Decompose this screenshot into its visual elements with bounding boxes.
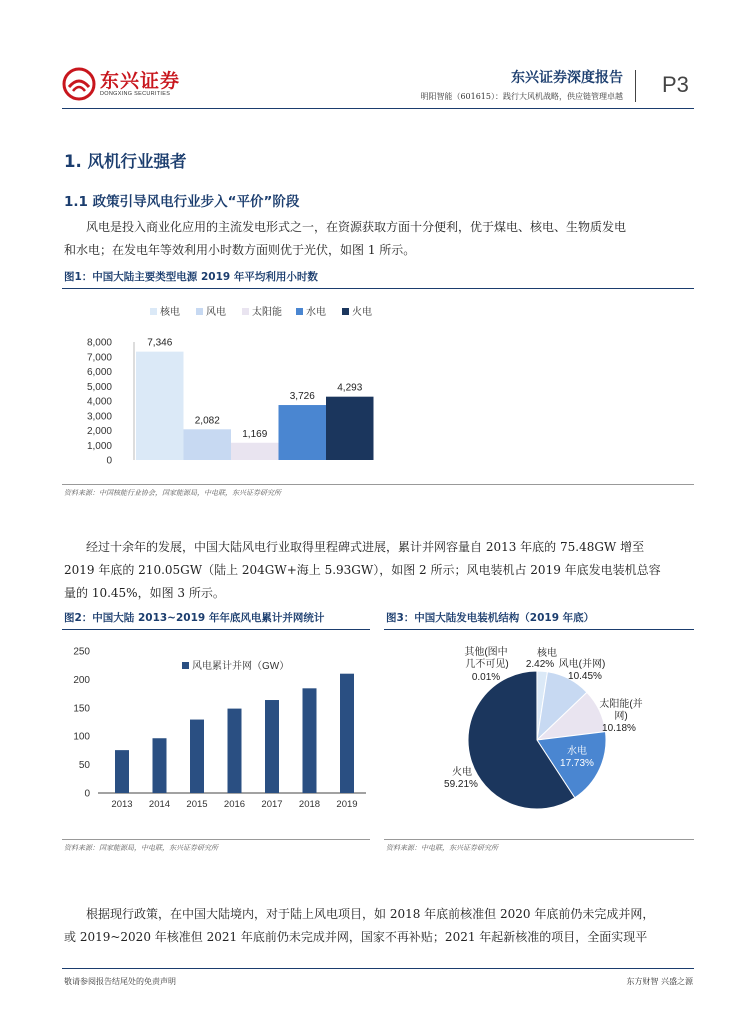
y-tick-label: 0 bbox=[84, 788, 90, 800]
paragraph-3 bbox=[64, 903, 692, 949]
paragraph-line: 2019 年底的 210.05GW（陆上 204GW+海上 5.93GW），如图 2 所示；风电装机占 2019 年底发电装机总容 bbox=[64, 563, 661, 577]
legend-label: 风电累计并网（GW） bbox=[192, 661, 290, 672]
legend-swatch bbox=[342, 308, 349, 315]
bar-2015 bbox=[190, 720, 204, 793]
x-tick-label: 2014 bbox=[148, 799, 171, 810]
figure-1-source: 资料来源：中国核能行业协会，国家能源局，中电联，东兴证券研究所 bbox=[64, 489, 281, 497]
paragraph-line: 和水电；在发电年等效利用小时数方面则优于光伏，如图 1 所示。 bbox=[64, 243, 416, 257]
legend-label: 水电 bbox=[306, 307, 326, 318]
y-tick-label: 250 bbox=[73, 646, 90, 658]
y-tick-label: 100 bbox=[73, 731, 90, 743]
figure-1-caption-rule bbox=[62, 288, 694, 289]
x-tick-label: 2017 bbox=[261, 799, 283, 810]
figure-2-caption-rule bbox=[62, 629, 370, 630]
slice-label-value: 10.18% bbox=[602, 723, 636, 734]
y-tick-label: 6,000 bbox=[86, 367, 112, 378]
y-tick-label: 200 bbox=[73, 674, 90, 686]
legend-swatch bbox=[196, 308, 203, 315]
figure-3-caption-rule bbox=[384, 629, 694, 630]
bar-2019 bbox=[340, 674, 354, 793]
paragraph-line: 风电是投入商业化应用的主流发电形式之一，在资源获取方面十分便利，优于煤电、核电、生物质发电 bbox=[86, 220, 627, 234]
bar-2016 bbox=[228, 709, 242, 793]
figure-2-source-rule bbox=[62, 839, 370, 840]
footer-slogan: 东方财智 兴盛之源 bbox=[626, 977, 693, 986]
subsection-heading: 1.1 政策引导风电行业步入“平价”阶段 bbox=[64, 194, 300, 210]
slice-label-value: 17.73% bbox=[560, 758, 594, 769]
figure-1-chart bbox=[62, 292, 694, 482]
paragraph-line: 根据现行政策，在中国大陆境内，对于陆上风电项目，如 2018 年底前核准但 2020 年底前仍未完成并网， bbox=[86, 907, 655, 921]
legend-swatch bbox=[296, 308, 303, 315]
data-label: 1,169 bbox=[242, 428, 268, 440]
figure-2-chart bbox=[62, 634, 370, 834]
data-label: 2,082 bbox=[194, 415, 220, 427]
y-tick-label: 8,000 bbox=[86, 337, 112, 349]
paragraph-line: 或 2019~2020 年核准但 2021 年底前仍未完成并网，国家不再补贴；2021 年起新核准的项目，全面实现平 bbox=[64, 930, 648, 944]
figure-1-caption: 图1：中国大陆主要类型电源 2019 年平均利用小时数 bbox=[64, 271, 318, 283]
legend-label: 太阳能 bbox=[252, 307, 282, 318]
y-tick-label: 150 bbox=[73, 703, 90, 715]
figure-1-source-rule bbox=[62, 484, 694, 485]
legend-swatch bbox=[150, 308, 157, 315]
slice-label-name: 几不可见) bbox=[465, 659, 509, 670]
figure-3-source: 资料来源：中电联，东兴证券研究所 bbox=[386, 844, 498, 852]
bar-2017 bbox=[265, 700, 279, 793]
paragraph-2 bbox=[64, 536, 692, 605]
paragraph-line: 经过十余年的发展，中国大陆风电行业取得里程碑式进展，累计并网容量自 2013 年底的 75.48GW 增至 bbox=[86, 540, 645, 554]
paragraph-line: 量的 10.45%，如图 3 所示。 bbox=[64, 586, 225, 600]
data-label: 3,726 bbox=[289, 391, 315, 403]
bar-2018 bbox=[303, 688, 317, 793]
slice-label-name: 太阳能(并 bbox=[599, 699, 643, 710]
figure-2-source: 资料来源：国家能源局，中电联，东兴证券研究所 bbox=[64, 844, 218, 852]
slice-label-name: 风电(并网) bbox=[558, 659, 606, 670]
header-rule bbox=[62, 108, 694, 109]
legend-swatch bbox=[182, 662, 189, 669]
y-tick-label: 5,000 bbox=[86, 381, 112, 393]
slice-label-value: 10.45% bbox=[568, 671, 602, 682]
y-tick-label: 7,000 bbox=[86, 352, 112, 364]
slice-label-name: 其他(图中 bbox=[464, 647, 508, 658]
footer-rule bbox=[62, 968, 694, 969]
logo-text: 东兴证券 bbox=[100, 70, 181, 92]
figure-3-caption: 图3：中国大陆发电装机结构（2019 年底） bbox=[386, 612, 595, 624]
legend-swatch bbox=[242, 308, 249, 315]
slice-label-value: 0.01% bbox=[471, 672, 501, 683]
figure-3-chart bbox=[384, 634, 694, 834]
section-heading: 1. 风机行业强者 bbox=[64, 152, 187, 171]
bar-2014 bbox=[153, 738, 167, 793]
figure-2-caption: 图2：中国大陆 2013~2019 年年底风电累计并网统计 bbox=[64, 612, 325, 624]
logo-emblem-icon bbox=[62, 67, 96, 101]
legend-label: 风电 bbox=[206, 307, 226, 318]
x-tick-label: 2019 bbox=[336, 799, 358, 810]
y-tick-label: 50 bbox=[78, 760, 90, 772]
footer-disclaimer: 敬请参阅报告结尾处的免责声明 bbox=[64, 977, 176, 986]
y-tick-label: 2,000 bbox=[86, 426, 112, 437]
legend-label: 核电 bbox=[160, 307, 180, 318]
report-subtitle: 明阳智能（601615）：践行大风机战略，供应链管理卓越 bbox=[420, 92, 623, 101]
slice-label-value: 59.21% bbox=[444, 779, 478, 790]
report-title: 东兴证券深度报告 bbox=[511, 70, 623, 86]
logo-subtext: DONGXING SECURITIES bbox=[100, 91, 171, 97]
legend-label: 火电 bbox=[352, 307, 372, 318]
y-tick-label: 0 bbox=[106, 455, 112, 467]
data-label: 7,346 bbox=[147, 337, 173, 349]
slice-label-value: 2.42% bbox=[525, 659, 555, 670]
y-tick-label: 3,000 bbox=[86, 411, 112, 423]
y-tick-label: 4,000 bbox=[86, 396, 112, 408]
slice-label-name: 火电 bbox=[452, 767, 472, 778]
logo bbox=[62, 64, 192, 104]
slice-label-name: 水电 bbox=[567, 746, 587, 757]
slice-label-name: 核电 bbox=[537, 648, 557, 659]
paragraph-1 bbox=[64, 216, 692, 262]
slice-label-name: 网) bbox=[614, 711, 628, 722]
bar-核电 bbox=[136, 352, 184, 460]
x-tick-label: 2015 bbox=[186, 799, 208, 810]
data-label: 4,293 bbox=[337, 382, 363, 394]
y-tick-label: 1,000 bbox=[86, 440, 112, 452]
x-tick-label: 2018 bbox=[298, 799, 321, 810]
x-tick-label: 2013 bbox=[111, 799, 133, 810]
bar-风电 bbox=[184, 429, 232, 460]
bar-火电 bbox=[326, 397, 374, 460]
bar-太阳能 bbox=[231, 443, 279, 460]
x-tick-label: 2016 bbox=[223, 799, 246, 810]
page-number: P3 bbox=[662, 72, 689, 97]
bar-2013 bbox=[115, 750, 129, 793]
header-separator bbox=[635, 70, 636, 102]
figure-3-source-rule bbox=[384, 839, 694, 840]
bar-水电 bbox=[279, 405, 327, 460]
